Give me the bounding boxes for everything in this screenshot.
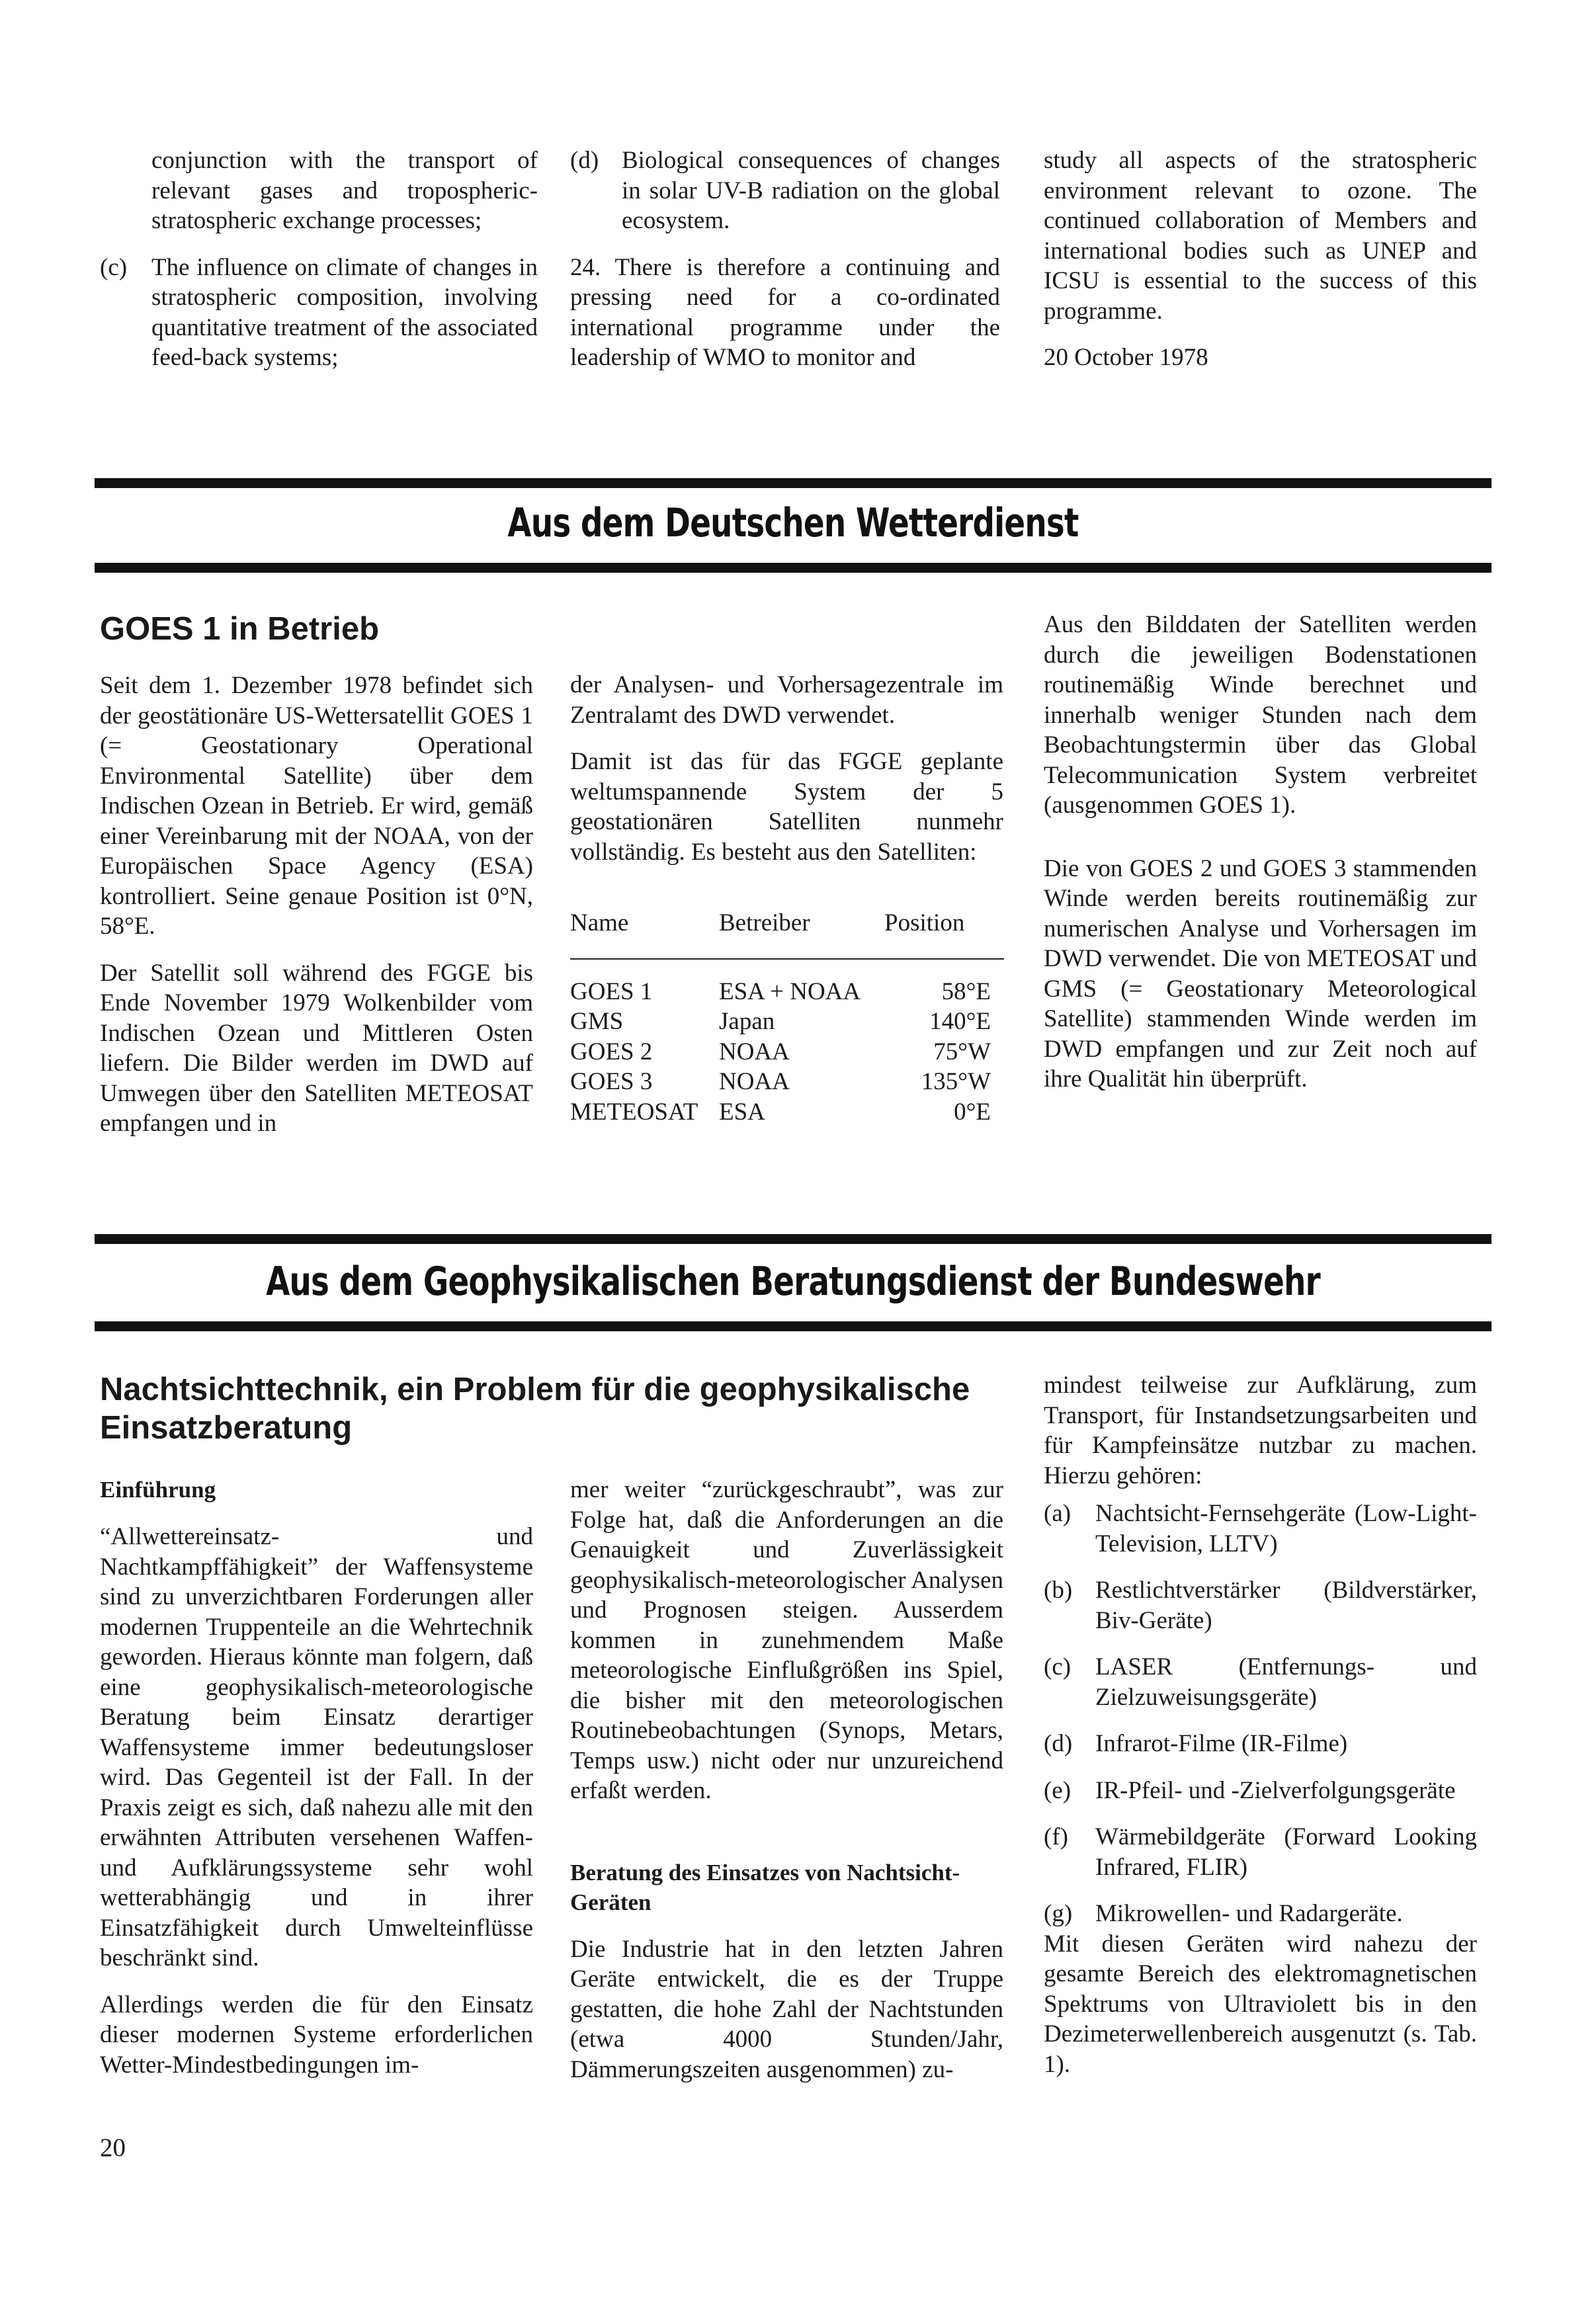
section2-col-1 (100, 1475, 533, 2080)
top-col-2 (570, 145, 1000, 373)
article-heading: GOES 1 in Betrieb (100, 611, 380, 647)
table-cell: ESA + NOAA (719, 977, 861, 1005)
page-number: 20 (100, 2133, 126, 2162)
table-row (570, 1037, 1004, 1067)
list-item (1044, 1575, 1477, 1635)
list-item (1044, 1822, 1477, 1882)
equipment-list (1044, 1499, 1477, 1929)
table-cell: Japan (719, 1008, 775, 1035)
date-line: 20 October 1978 (1044, 344, 1208, 371)
table-row (570, 1007, 1004, 1037)
table-cell: 135°W (921, 1068, 991, 1095)
paragraph: Seit dem 1. Dezember 1978 befindet sich der geostätionäre US-Wettersatellit GOES 1 (= Geostationary Operational Environmental Satellite) über dem Indischen Ozean in Betrieb. Er wird, gemäß einer Vereinbarung mit der NOAA, von der Europäischen Space Agency (ESA) kontrolliert. Seine genaue Position ist 0°N, 58°E. (100, 672, 533, 940)
paragraph: conjunction with the transport of relevant gases and tropospheric-stratospheric exchange processes; (151, 147, 538, 234)
list-label: (a) (1044, 1500, 1071, 1527)
subheading: Beratung des Einsatzes von Nachtsicht-Geräten (570, 1859, 960, 1915)
paragraph: Aus den Bilddaten der Satelliten werden durch die jeweiligen Bodenstationen routinemäßig Winde berechnet und innerhalb weniger Stunden nach dem Beobachtungstermin über das Global Telecommunication System verbreitet (ausgenommen GOES 1). (1044, 611, 1477, 819)
table-cell: NOAA (719, 1068, 790, 1095)
list-label: (d) (570, 147, 599, 174)
paragraph: “Allwettereinsatz- und Nachtkampffähigkeit” der Waffensysteme sind zu unverzichtbaren Forderungen aller modernen Truppenteile an die Wehrtechnik geworden. Hieraus könnte man folgern, daß eine geophysikalisch-meteorologische Beratung beim Einsatz derartiger Waffensysteme immer bedeutungsloser wird. Das Gegenteil ist der Fall. In der Praxis zeigt es sich, daß nahezu alle mit den erwähnten Attributen versehenen Waffen- und Aufklärungssysteme sehr wohl wetterabhängig und in ihrer Einsatzfähigkeit durch Umwelteinflüsse beschränkt sind. (100, 1523, 533, 1971)
list-item (1044, 1499, 1477, 1559)
list-item (570, 145, 1000, 236)
paragraph: mindest teilweise zur Aufklärung, zum Transport, für Instandsetzungsarbeiten und für Kampfeinsätze nutzbar zu machen. Hierzu gehören: (1044, 1372, 1477, 1489)
column-header: Name (570, 908, 719, 959)
banner-rule-bottom (95, 563, 1491, 573)
list-label: (f) (1044, 1823, 1068, 1850)
paragraph: Mit diesen Geräten wird nahezu der gesamte Bereich des elektromagnetischen Spektrums von Ultraviolett bis in den Dezimeterwellenbereich ausgenutzt (s. Tab. 1). (1044, 1930, 1477, 2078)
paragraph: Die Industrie hat in den letzten Jahren Geräte entwickelt, die es der Truppe gestatten, die hohe Zahl der Nachtstunden (etwa 4000 Stunden/Jahr, Dämmerungszeiten ausgenommen) zu- (570, 1935, 1003, 2083)
paragraph: der Analysen- und Vorhersagezentrale im Zentralamt des DWD verwendet. (570, 671, 1003, 729)
list-text: Nachtsicht-Fernsehgeräte (Low-Light-Television, LLTV) (1095, 1500, 1477, 1557)
list-text: IR-Pfeil- und -Zielverfolgungsgeräte (1095, 1776, 1456, 1804)
satellite-table (570, 908, 1004, 1127)
table-row (570, 1097, 1004, 1128)
list-text: Wärmebildgeräte (Forward Looking Infrared, FLIR) (1095, 1823, 1477, 1881)
list-text: Mikrowellen- und Radargeräte. (1095, 1900, 1403, 1927)
column-header: Betreiber (719, 908, 884, 959)
list-item (1044, 1729, 1477, 1759)
paragraph: Damit ist das für das FGGE geplante weltumspannende System der 5 geostationären Satelliten nunmehr vollständig. Es besteht aus den Satelliten: (570, 748, 1003, 866)
table-cell: GOES 3 (570, 1068, 653, 1095)
list-item (100, 253, 538, 373)
table-row (570, 959, 1004, 1007)
table-cell: 58°E (941, 977, 991, 1005)
table-cell: GOES 2 (570, 1038, 653, 1065)
list-text: LASER (Entfernungs- und Zielzuweisungsgeräte) (1095, 1653, 1477, 1711)
section-banner: Aus dem Deutschen Wetterdienst (507, 500, 1079, 546)
paragraph: Allerdings werden die für den Einsatz dieser modernen Systeme erforderlichen Wetter-Mindestbedingungen im- (100, 1991, 533, 2079)
list-text: Infrarot-Filme (IR-Filme) (1095, 1730, 1348, 1757)
top-col-1 (100, 145, 538, 373)
list-label: (c) (100, 253, 128, 281)
list-label: (d) (1044, 1730, 1073, 1757)
banner-rule-top (95, 478, 1491, 488)
section1-col-2 (570, 670, 1003, 1127)
table-header-row (570, 908, 1004, 959)
section1-col-1 (100, 610, 533, 1139)
column-header: Position (884, 908, 1004, 959)
list-text: Restlichtverstärker (Bildverstärker, Biv-Geräte) (1095, 1577, 1477, 1634)
section1-col-3 (1044, 610, 1477, 1095)
section2-col-2 (570, 1475, 1003, 2085)
paragraph: study all aspects of the stratospheric environment relevant to ozone. The continued collaboration of Members and international bodies such as UNEP and ICSU is essential to the success of this programme. (1044, 147, 1477, 325)
list-label: (e) (1044, 1776, 1071, 1804)
paragraph: Der Satellit soll während des FGGE bis Ende November 1979 Wolkenbilder vom Indischen Ozean und Mittleren Osten liefern. Die Bilder werden im DWD auf Umwegen über den Satelliten METEOSAT empfangen und in (100, 959, 533, 1137)
list-item (1044, 1776, 1477, 1806)
banner-rule-top (95, 1234, 1491, 1244)
list-text: The influence on climate of changes in stratospheric composition, involving quantitative treatment of the associated feed-back systems; (151, 253, 538, 371)
section-banner: Aus dem Geophysikalischen Beratungsdienst der Bundeswehr (266, 1259, 1320, 1305)
article-heading: Nachtsichttechnik, ein Problem für die geophysikalische Einsatzberatung (100, 1372, 970, 1446)
paragraph: Die von GOES 2 und GOES 3 stammenden Winde werden bereits routinemäßig zur numerischen Analyse und Vorhersagen im DWD verwendet. Die von METEOSAT und GMS (= Geostationary Meteorological Satellite) stammenden Winde werden im DWD empfangen und zur Zeit noch auf ihre Qualität hin überprüft. (1044, 854, 1477, 1093)
table-cell: GMS (570, 1008, 624, 1035)
banner-rule-bottom (95, 1321, 1491, 1331)
table-cell: ESA (719, 1098, 765, 1126)
list-text: Biological consequences of changes in solar UV-B radiation on the global ecosystem. (622, 147, 1000, 234)
paragraph: 24. There is therefore a continuing and pressing need for a co-ordinated international programme under the leadership of WMO to monitor and (570, 253, 1000, 371)
table-cell: 75°W (933, 1038, 991, 1065)
list-item (1044, 1899, 1477, 1929)
table-cell: NOAA (719, 1038, 790, 1065)
top-col-3 (1044, 145, 1477, 373)
table-cell: 140°E (929, 1008, 991, 1035)
table-row (570, 1067, 1004, 1097)
table-cell: METEOSAT (570, 1098, 698, 1126)
list-label: (c) (1044, 1653, 1071, 1680)
section2-col-3 (1044, 1370, 1477, 2079)
table-cell: GOES 1 (570, 977, 653, 1005)
list-label: (b) (1044, 1577, 1073, 1604)
table-cell: 0°E (954, 1098, 991, 1126)
list-label: (g) (1044, 1900, 1073, 1927)
paragraph: mer weiter “zurückgeschraubt”, was zur Folge hat, daß die Anforderungen an die Genauigkeit und Zuverlässigkeit geophysikalisch-meteorologischer Analysen und Prognosen steigen. Ausserdem kommen in zunehmendem Maße meteorologische Einflußgrößen ins Spiel, die bisher mit den meteorologischen Routinebeobachtungen (Synops, Metars, Temps usw.) nicht oder nur unzureichend erfaßt werden. (570, 1476, 1003, 1804)
subheading: Einführung (100, 1477, 216, 1503)
list-item (1044, 1652, 1477, 1712)
